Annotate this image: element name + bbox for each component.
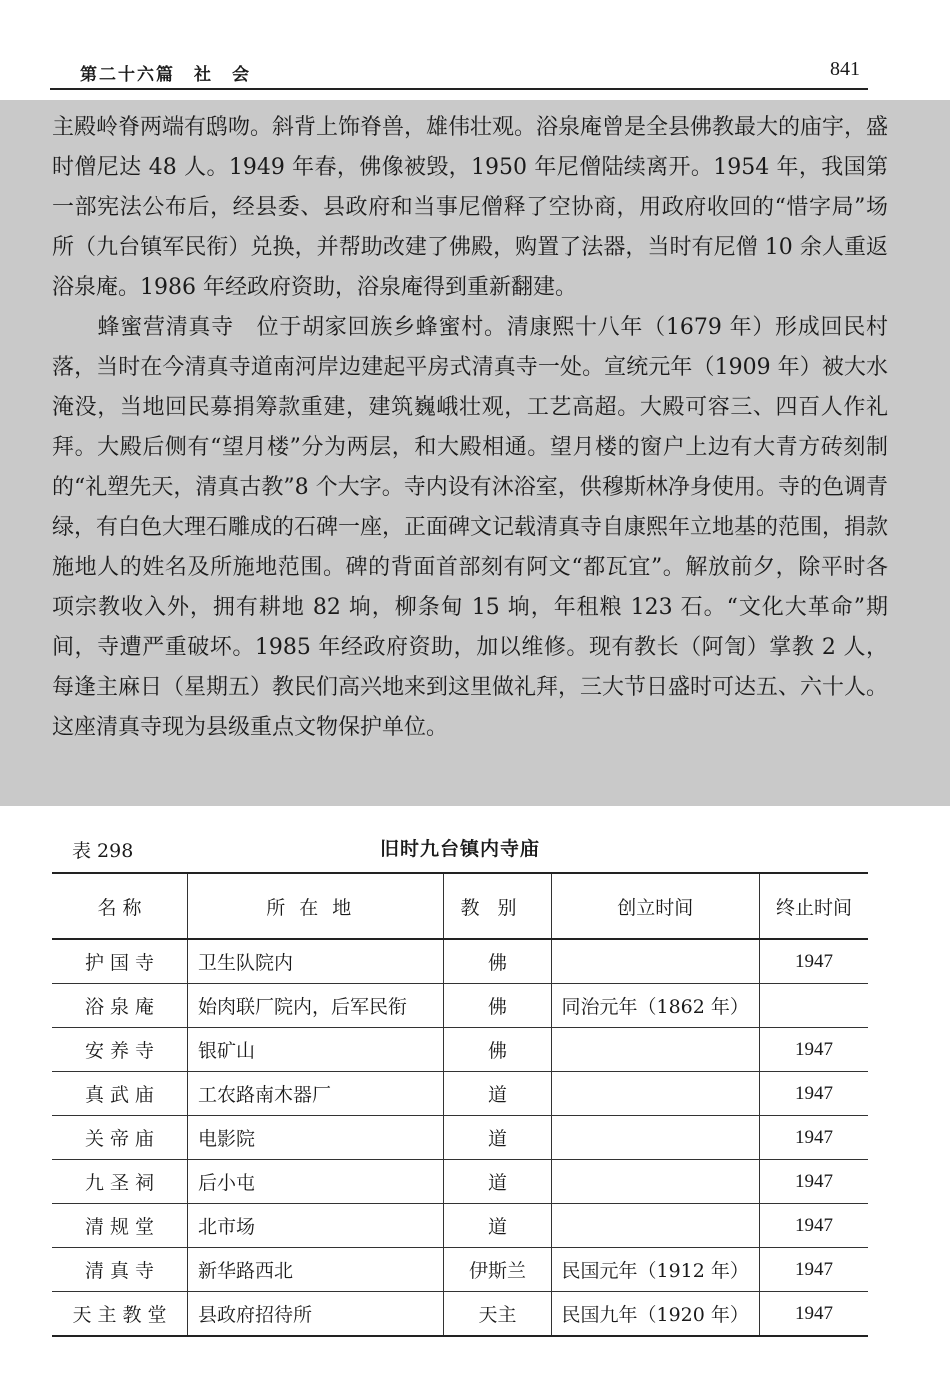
table-row	[52, 1160, 868, 1204]
cell-religion: 伊斯兰	[444, 1248, 551, 1292]
table-row	[52, 1072, 868, 1116]
cell-founded: 同治元年（1862 年）	[551, 984, 759, 1028]
cell-location: 县政府招待所	[188, 1292, 444, 1337]
cell-ended: 1947	[759, 939, 868, 984]
cell-ended: 1947	[759, 1072, 868, 1116]
cell-location: 后小屯	[188, 1160, 444, 1204]
cell-name: 安养寺	[52, 1028, 188, 1072]
cell-name: 护国寺	[52, 939, 188, 984]
table-number: 表 298	[72, 840, 134, 862]
cell-founded	[551, 1204, 759, 1248]
cell-religion: 道	[444, 1116, 551, 1160]
paragraph-heading: 蜂蜜营清真寺	[97, 315, 234, 340]
cell-name: 九圣祠	[52, 1160, 188, 1204]
cell-ended: 1947	[759, 1248, 868, 1292]
table-row	[52, 939, 868, 984]
table-row	[52, 1028, 868, 1072]
chapter-title: 第二十六篇 社 会	[80, 65, 251, 85]
cell-religion: 佛	[444, 984, 551, 1028]
cell-founded	[551, 1028, 759, 1072]
cell-religion: 道	[444, 1204, 551, 1248]
header-name: 名称	[97, 896, 148, 919]
cell-location: 工农路南木器厂	[188, 1072, 444, 1116]
header-location: 所在地	[188, 873, 444, 939]
cell-location: 电影院	[188, 1116, 444, 1160]
cell-location: 北市场	[188, 1204, 444, 1248]
cell-ended: 1947	[759, 1204, 868, 1248]
header-founded: 创立时间	[551, 873, 759, 939]
paragraph-text: 位于胡家回族乡蜂蜜村。清康熙十八年（1679 年）形成回民村落，当时在今清真寺道南河岸边建起平房式清真寺一处。宣统元年（1909 年）被大水淹没，当地回民募捐筹款重建，建筑巍峨壮观，工艺高超。大殿可容三、四百人作礼拜。大殿后侧有“望月楼”分为两层，和大殿相通。望月楼的窗户上边有大青方砖刻制的“礼塑先天，清真古教”8 个大字。寺内设有沐浴室，供穆斯林净身使用。寺的色调青绿，有白色大理石雕成的石碑一座，正面碑文记载清真寺自康熙年立地基的范围，捐款施地人的姓名及所施地范围。碑的背面首部刻有阿文“都瓦宜”。解放前夕，除平时各项宗教收入外，拥有耕地 82 垧，柳条甸 15 垧，年租粮 123 石。“文化大革命”期间，寺遭严重破坏。1985 年经政府资助，加以维修。现有教长（阿訇）掌教 2 人，每逢主麻日（星期五）教民们高兴地来到这里做礼拜，三大节日盛时可达五、六十人。这座清真寺现为县级重点文物保护单位。	[52, 315, 889, 740]
body-paragraph-1: 主殿岭脊两端有鸱吻。斜背上饰脊兽，雄伟壮观。浴泉庵曾是全县佛教最大的庙宇，盛时僧尼达 48 人。1949 年春，佛像被毁，1950 年尼僧陆续离开。1954 年，我国第一部宪法公布后，经县委、县政府和当事尼僧释了空协商，用政府收回的“惜字局”场所（九台镇军民衔）兑换，并帮助改建了佛殿，购置了法器，当时有尼僧 10 余人重返浴泉庵。1986 年经政府资助，浴泉庵得到重新翻建。	[52, 115, 889, 300]
body-paragraph-2	[52, 308, 888, 748]
cell-name: 浴泉庵	[52, 984, 188, 1028]
cell-founded	[551, 939, 759, 984]
cell-name: 关帝庙	[52, 1116, 188, 1160]
header-religion: 教别	[444, 873, 551, 939]
running-header	[50, 52, 868, 90]
cell-founded: 民国元年（1912 年）	[551, 1248, 759, 1292]
table-caption	[52, 834, 868, 866]
header-ended: 终止时间	[759, 873, 868, 939]
cell-religion: 佛	[444, 1028, 551, 1072]
cell-location: 卫生队院内	[188, 939, 444, 984]
cell-founded	[551, 1116, 759, 1160]
cell-ended: 1947	[759, 1160, 868, 1204]
cell-name: 天主教堂	[52, 1292, 188, 1337]
cell-location: 始肉联厂院内，后军民衔	[188, 984, 444, 1028]
table-row	[52, 1248, 868, 1292]
cell-location: 银矿山	[188, 1028, 444, 1072]
table-row	[52, 1116, 868, 1160]
cell-religion: 天主	[444, 1292, 551, 1337]
cell-ended	[759, 984, 868, 1028]
cell-founded	[551, 1072, 759, 1116]
cell-ended: 1947	[759, 1116, 868, 1160]
page-number: 841	[830, 58, 860, 80]
table-row	[52, 1204, 868, 1248]
table-row	[52, 984, 868, 1028]
cell-founded	[551, 1160, 759, 1204]
table-row	[52, 1292, 868, 1337]
cell-religion: 道	[444, 1160, 551, 1204]
cell-ended: 1947	[759, 1028, 868, 1072]
table-header-row	[52, 873, 868, 939]
table-title: 旧时九台镇内寺庙	[379, 838, 540, 860]
cell-name: 清规堂	[52, 1204, 188, 1248]
cell-name: 真武庙	[52, 1072, 188, 1116]
cell-religion: 佛	[444, 939, 551, 984]
cell-location: 新华路西北	[188, 1248, 444, 1292]
cell-founded: 民国九年（1920 年）	[551, 1292, 759, 1337]
cell-religion: 道	[444, 1072, 551, 1116]
cell-ended: 1947	[759, 1292, 868, 1337]
cell-name: 清真寺	[52, 1248, 188, 1292]
temples-table	[52, 872, 868, 1337]
